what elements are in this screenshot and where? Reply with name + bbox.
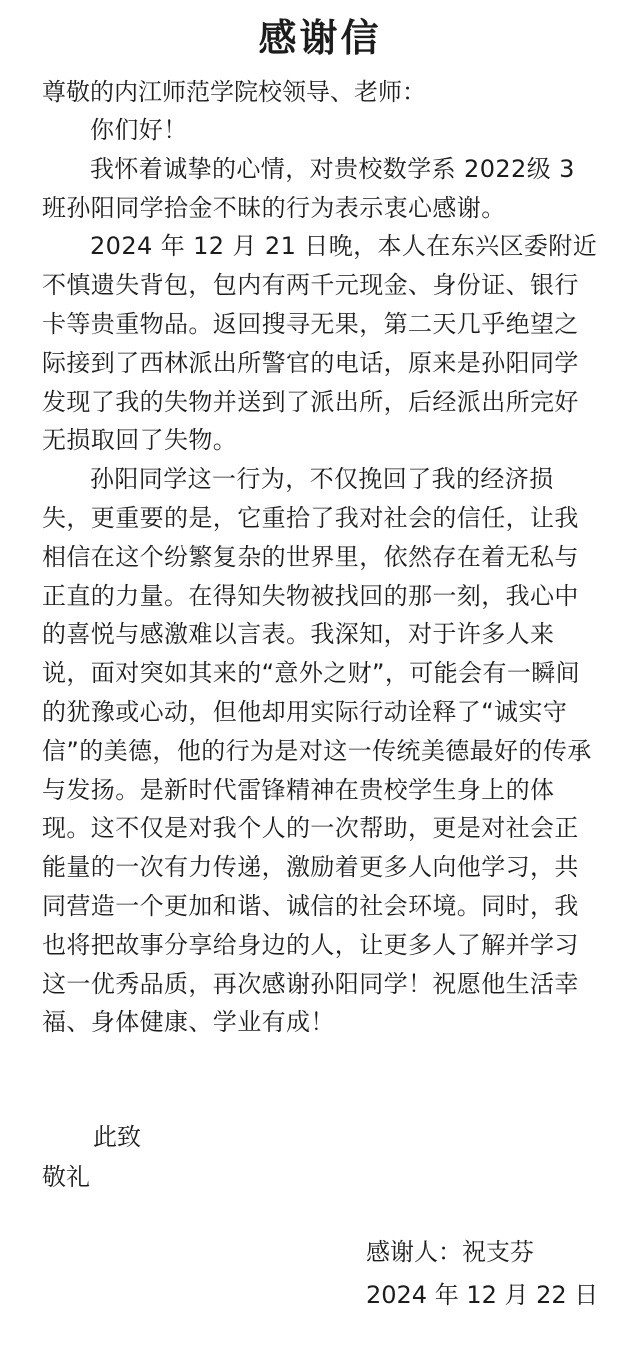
signature: 感谢人：祝支芬 <box>366 1238 534 1266</box>
paragraph-praise: 孙阳同学这一行为，不仅挽回了我的经济损失，更重要的是，它重拾了我对社会的信任，让我相信在这个纷繁复杂的世界里，依然存在着无私与正直的力量。在得知失物被找回的那一刻，我心中的喜悦与感激难以言表。我深知，对于许多人来说，面对突如其来的“意外之财”，可能会有一瞬间的犹豫或心动，但他却用实际行动诠释了“诚实守信”的美德，他的行为是对这一传统美德最好的传承与发扬。是新时代雷锋精神在贵校学生身上的体现。这不仅是对我个人的一次帮助，更是对社会正能量的一次有力传递，激励着更多人向他学习，共同营造一个更加和谐、诚信的社会环境。同时，我也将把故事分享给身边的人，让更多人了解并学习这一优秀品质，再次感谢孙阳同学！祝愿他生活幸福、身体健康、学业有成！ <box>42 465 592 1037</box>
paragraph-incident: 2024 年 12 月 21 日晚，本人在东兴区委附近不慎遗失背包，包内有两千元现金、身份证、银行卡等贵重物品。返回搜寻无果，第二天几乎绝望之际接到了西林派出所警官的电话，原来是孙阳同学发现了我的失物并送到了派出所，后经派出所完好无损取回了失物。 <box>42 232 598 455</box>
closing-phrase: 此致 <box>93 1123 141 1151</box>
letter-title: 感谢信 <box>258 16 382 60</box>
letter-body <box>42 111 598 1042</box>
letter-date: 2024 年 12 月 22 日 <box>366 1281 599 1309</box>
paragraph-gratitude: 我怀着诚挚的心情，对贵校数学系 2022级 3 班孙阳同学拾金不昧的行为表示衷心感谢。 <box>42 154 575 222</box>
regards-phrase: 敬礼 <box>42 1163 90 1191</box>
salutation: 尊敬的内江师范学院校领导、老师： <box>42 78 426 106</box>
greeting: 你们好！ <box>90 116 188 144</box>
